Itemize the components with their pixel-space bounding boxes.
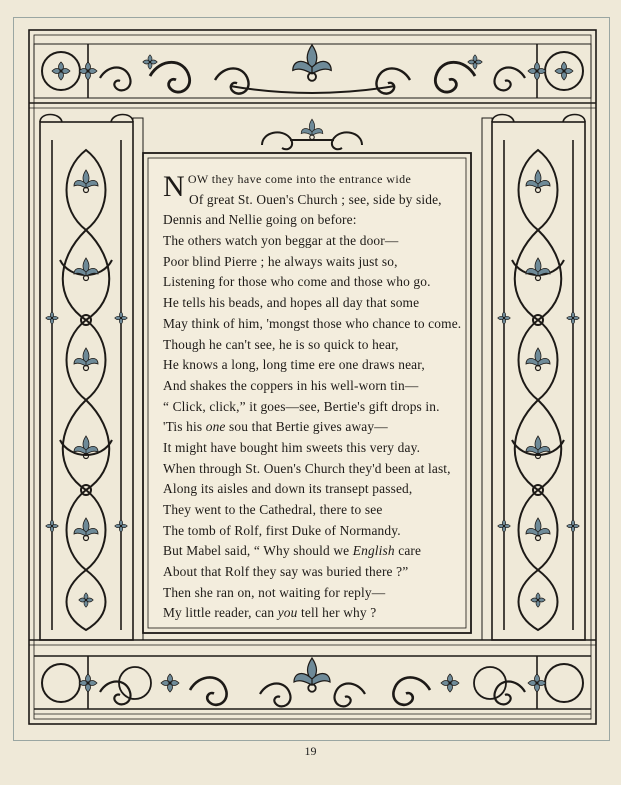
line-text: Listening for those who come and those who go. [163,274,431,290]
poem-line [163,562,459,583]
poem-line [163,521,459,542]
poem-line [163,459,459,480]
line-text: May think of him, 'mongst those who chance to come. [163,315,462,331]
line-text: And shakes the coppers in his well-worn tin— [163,377,419,393]
line-text: The tomb of Rolf, first Duke of Normandy. [163,522,401,538]
poem-line [163,376,459,397]
poem-line [163,190,459,211]
poem-line [163,210,459,231]
poem [163,169,462,624]
line-text: Along its aisles and down its transept passed, [163,481,413,497]
line-text: Dennis and Nellie going on before: [163,212,357,228]
poem-line [163,500,459,521]
line-text: It might have bought him sweets this very day. [163,439,421,455]
drop-cap: N [163,170,185,203]
poem-line [163,541,459,562]
line-text: About that Rolf they say was buried there ?” [163,564,409,580]
line-text: Then she ran on, not waiting for reply— [163,584,386,600]
poem-line [163,252,459,273]
poem-line [163,355,459,376]
poem-line [163,272,459,293]
line-text: He knows a long, long time ere one draws near, [163,357,425,373]
poem-line [163,583,459,604]
poem-line [163,438,459,459]
line-text: Poor blind Pierre ; he always waits just so, [163,253,398,269]
line-text: When through St. Ouen's Church they'd been at last, [163,460,451,476]
poem-line [163,314,462,335]
italic-text: English [352,543,395,559]
text-panel [149,159,465,629]
line-text: He tells his beads, and hopes all day that some [163,295,420,311]
poem-line [163,335,459,356]
page-number: 19 [304,744,317,758]
italic-text: one [205,419,226,435]
poem-line [163,293,459,314]
line-text: care [394,543,422,559]
italic-text: you [277,605,298,621]
line-text: They went to the Cathedral, there to see [163,502,383,517]
first-line-text: OW they have come into the entrance wide [187,172,412,186]
line-text: 'Tis his [163,419,206,435]
line-text: “ Click, click,” it goes—see, Bertie's gift drops in. [163,398,440,414]
poem-line [163,231,459,252]
line-text: The others watch yon beggar at the door— [163,233,399,249]
poem-line [163,417,459,438]
poem-line [163,479,459,500]
line-text: Though he can't see, he is so quick to hear, [163,336,399,352]
poem-line [163,397,459,418]
line-text: sou that Bertie gives away— [225,419,388,435]
line-text: tell her why ? [297,605,377,621]
line-text: My little reader, can [163,605,278,621]
line-text: Of great St. Ouen's Church ; see, side by side, [189,191,442,207]
line-text: But Mabel said, “ Why should we [163,543,353,559]
poem-line [163,603,459,624]
poem-lines [163,190,462,624]
